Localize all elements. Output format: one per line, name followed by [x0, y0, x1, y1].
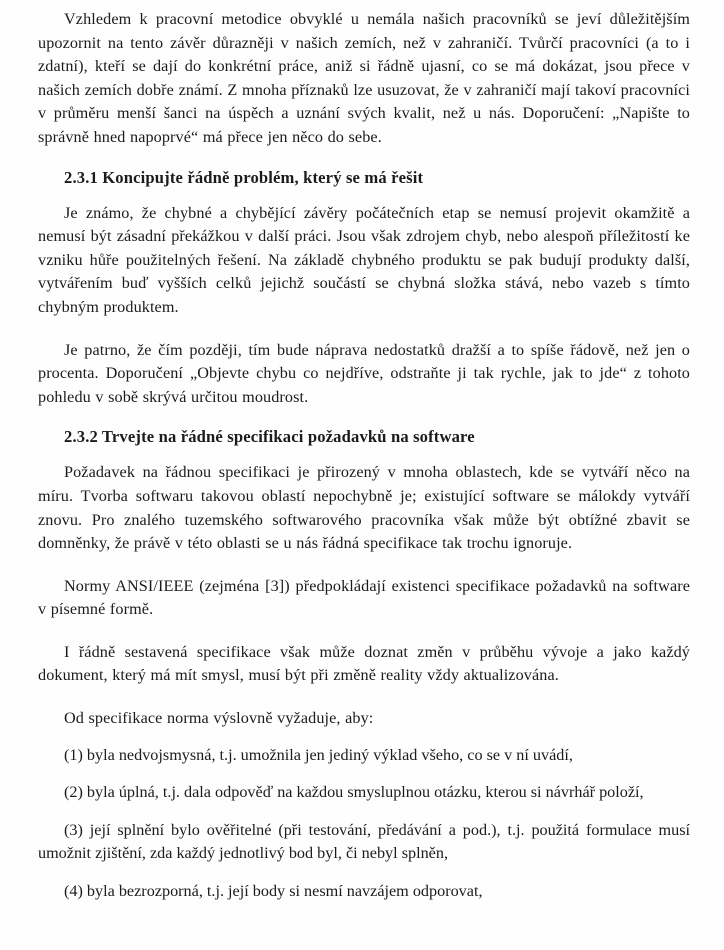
- paragraph-errors-early-stages: Je známo, že chybné a chybějící závěry počátečních etap se nemusí projevit okamžitě a nemusí být zásadní překážkou v další práci. Jsou však zdrojem chyb, nebo alespoň příležitostí ke vzniku hůře použitelných řešení. Na základě chybného produktu se pak budují produkty další, vytvářením buď vyšších celků jejichž součástí se chybná složka stává, nebo vazeb s tímto chybným produktem.: [38, 203, 690, 316]
- paragraph-ansi-ieee: Normy ANSI/IEEE (zejména [3]) předpokládají existenci specifikace požadavků na software v písemné formě.: [38, 576, 690, 619]
- paragraph-specification-requirement: Požadavek na řádnou specifikaci je přirozený v mnoha oblastech, kde se vytváří něco na míru. Tvorba softwaru takovou oblastí nepochybně je; existující software se málokdy vytváří znovu. Pro znalého tuzemského softwarového pracovníka však může být obtížné zbavit se domněnky, že právě v této oblasti se u nás řádná specifikace tak trochu ignoruje.: [38, 463, 690, 553]
- list-item-4: (4) byla bezrozporná, t.j. její body si nesmí navzájem odporovat,: [64, 882, 483, 901]
- paragraph-intro: Vzhledem k pracovní metodice obvyklé u nemála našich pracovníků se jeví důležitějším upozornit na tento závěr důrazněji v našich zemích, než v zahraničí. Tvůrčí pracovníci (a to i zdatní), kteří se dají do konkrétní práce, aniž si řádně ujasní, co se má dokázat, jsou přece v našich zemích dobře známí. Z mnoha příznaků lze usuzovat, že v zahraničí mají takoví pracovníci v průměru menší šanci na úspěch a uznání svých kvalit, než u nás. Doporučení: „Napište to správně hned napoprvé“ má přece jen něco do sebe.: [38, 10, 690, 146]
- paragraph-norm-requires: Od specifikace norma výslovně vyžaduje, aby:: [64, 709, 374, 728]
- paragraph-later-costs: Je patrno, že čím později, tím bude náprava nedostatků dražší a to spíše řádově, než jen o procenta. Doporučení „Objevte chybu co nejdříve, odstraňte ji tak rychle, jak to jde“ z tohoto pohledu v sobě skrývá určitou moudrost.: [38, 340, 690, 406]
- paragraph-specification-changes: I řádně sestavená specifikace však může doznat změn v průběhu vývoje a jako každý dokument, který má mít smysl, musí být při změně reality vždy aktualizována.: [38, 642, 690, 685]
- section-heading-2-3-1: 2.3.1 Koncipujte řádně problém, který se má řešit: [64, 167, 424, 187]
- list-item-2: (2) byla úplná, t.j. dala odpověď na každou smysluplnou otázku, kterou si návrhář položí,: [64, 783, 644, 802]
- section-heading-2-3-2: 2.3.2 Trvejte na řádné specifikaci požadavků na software: [64, 427, 475, 447]
- list-item-1: (1) byla nedvojsmysná, t.j. umožnila jen jediný výklad všeho, co se v ní uvádí,: [64, 745, 573, 764]
- list-item-3: (3) její splnění bylo ověřitelné (při testování, předávání a pod.), t.j. použitá formulace musí umožnit zjištění, zda každý jednotlivý bod byl, či nebyl splněn,: [38, 820, 690, 863]
